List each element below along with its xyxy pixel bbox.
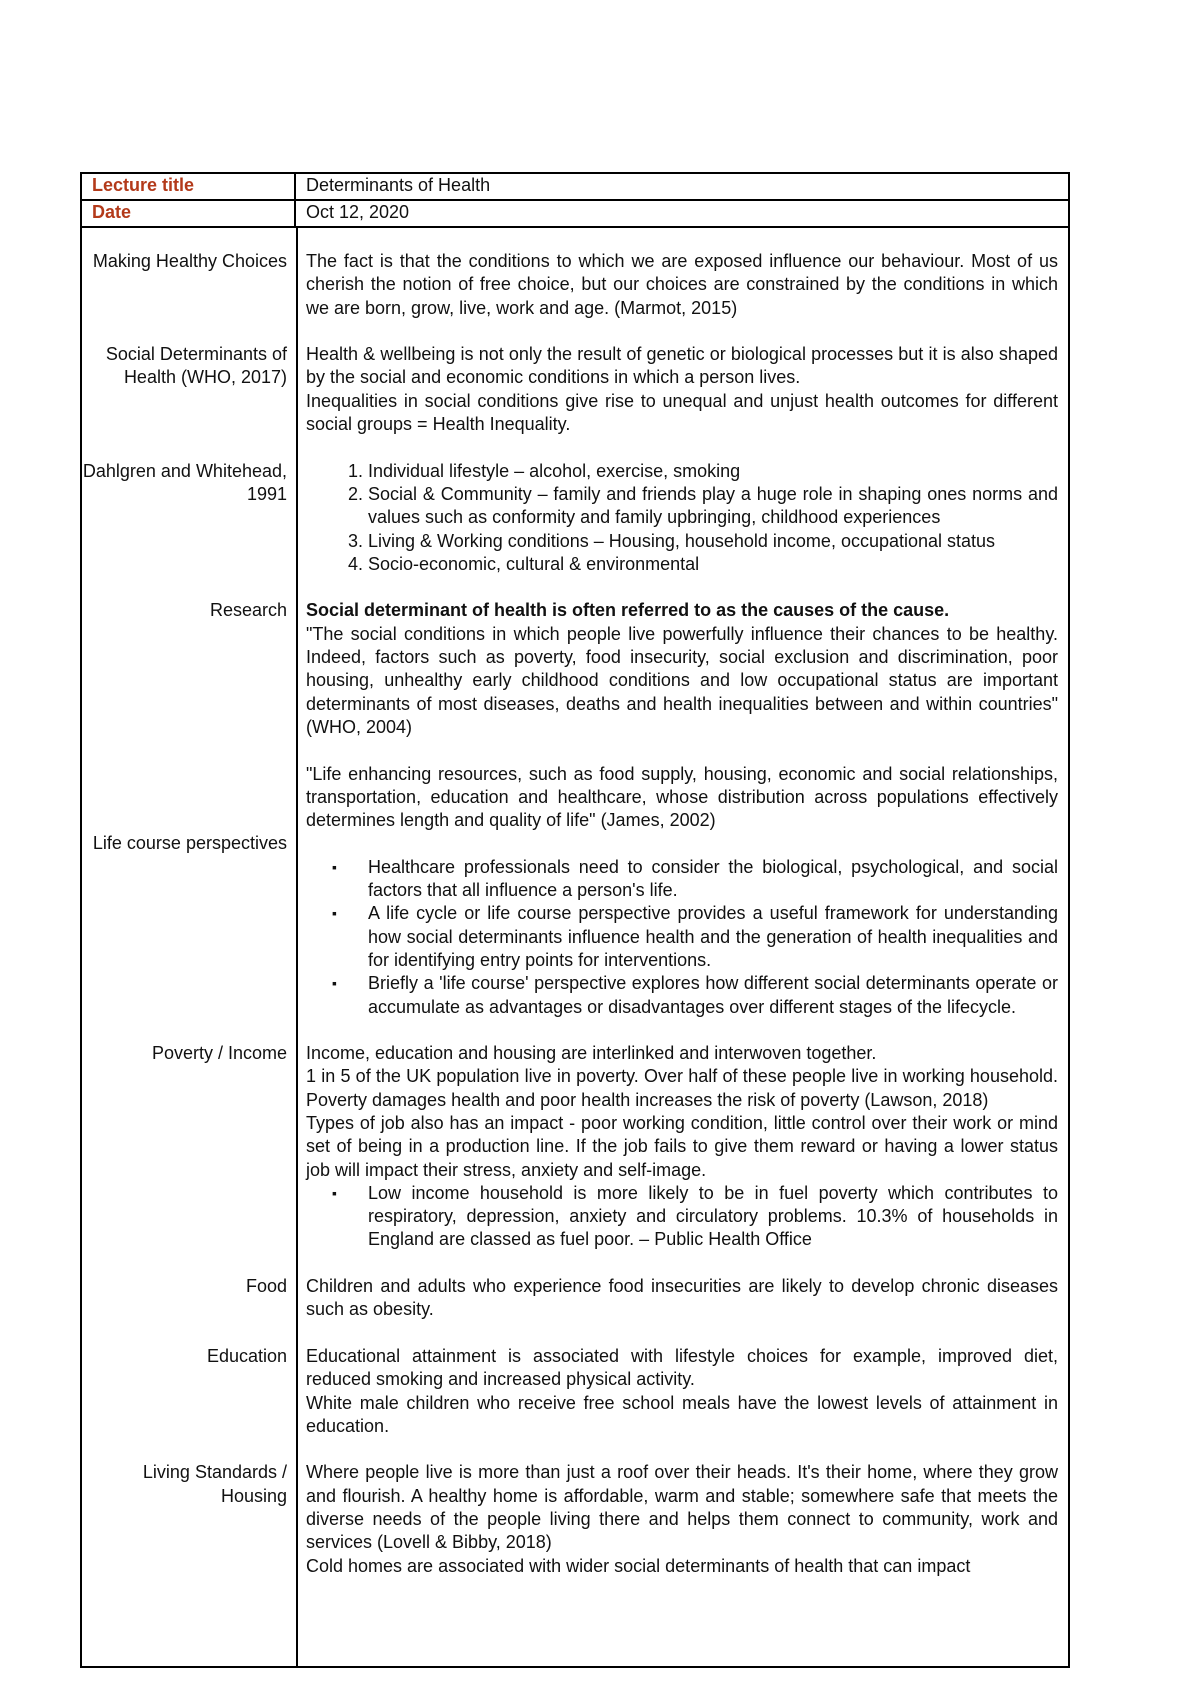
section-text: The fact is that the conditions to which we are exposed influence our behaviour. Most of us cherish the notion of free choice, but our choices are constrained by the conditions in which we are born, grow, live, work and age. (Marmot, 2015) [306, 251, 1058, 318]
list-item: ▪ Healthcare professionals need to consider the biological, psychological, and social factors that all influence a person's life. [368, 856, 1058, 903]
section-label: Dahlgren and Whitehead, 1991 [82, 460, 287, 504]
bullet-list [296, 1182, 1058, 1252]
section-label: Research [209, 600, 287, 621]
section-text: Cold homes are associated with wider social determinants of health that can impact [306, 1555, 971, 1576]
section-social-determinants [82, 343, 1068, 436]
section-label: Food [245, 1276, 287, 1297]
section-bold-text: Social determinant of health is often referred to as the causes of the cause. [306, 600, 950, 621]
list-item: 1. Individual lifestyle – alcohol, exercise, smoking [368, 460, 1058, 483]
list-item: ▪ Low income household is more likely to be in fuel poverty which contributes to respiratory, depression, anxiety and circulatory problems. 10.3% of households in England are classed as fuel poor. – Public Health Office [368, 1182, 1058, 1252]
section-research [82, 599, 1068, 832]
date-row [82, 201, 1068, 228]
section-label: Education [206, 1345, 287, 1366]
list-item: ▪ Briefly a 'life course' perspective explores how different social determinants operate or accumulate as advantages or disadvantages over different stages of the lifecycle. [368, 972, 1058, 1019]
section-poverty-income [82, 1042, 1068, 1252]
section-living-standards [82, 1461, 1068, 1577]
section-text: Children and adults who experience food insecurities are likely to develop chronic diseases such as obesity. [306, 1276, 1058, 1320]
numbered-list [296, 460, 1058, 576]
date-value: Oct 12, 2020 [306, 202, 410, 222]
section-text: "Life enhancing resources, such as food supply, housing, economic and social relationships, transportation, education and healthcare, whose distribution across populations effectively determines length and quality of life" (James, 2002) [306, 763, 1058, 831]
lecture-title-value: Determinants of Health [306, 175, 491, 195]
section-text: Health & wellbeing is not only the result of genetic or biological processes but it is also shaped by the social and economic conditions in which a person lives. [306, 344, 1058, 388]
column-divider [296, 228, 298, 1668]
bullet-list [296, 856, 1058, 1019]
section-label: Living Standards / Housing [142, 1462, 287, 1506]
section-making-healthy-choices [82, 250, 1068, 320]
lecture-notes-table [80, 172, 1070, 1668]
list-item: ▪ A life cycle or life course perspective provides a useful framework for understanding how social determinants influence health and the generation of health inequalities and for identifying entry points for interventions. [368, 902, 1058, 972]
section-dahlgren-whitehead [82, 460, 1068, 576]
lecture-title-row [82, 174, 1068, 201]
notes-body [82, 228, 1068, 1668]
section-text: Income, education and housing are interlinked and interwoven together. [306, 1043, 877, 1064]
list-item: 2. Social & Community – family and friends play a huge role in shaping ones norms and values such as conformity and family upbringing, childhood experiences [368, 483, 1058, 530]
section-text: Types of job also has an impact - poor working condition, little control over their work or mind set of being in a production line. If the job fails to give them reward or having a lower status job will impact their stress, anxiety and self-image. [306, 1112, 1058, 1180]
section-label: Life course perspectives [92, 833, 287, 854]
section-text: 1 in 5 of the UK population live in poverty. Over half of these people live in working household. Poverty damages health and poor health increases the risk of poverty (Lawson, 2018) [306, 1066, 1058, 1110]
section-label: Making Healthy Choices [92, 251, 287, 271]
section-label: Poverty / Income [151, 1043, 287, 1064]
section-education [82, 1345, 1068, 1438]
date-label: Date [82, 201, 296, 226]
section-food [82, 1275, 1068, 1322]
section-label: Social Determinants of Health (WHO, 2017) [105, 344, 287, 388]
section-text: Educational attainment is associated with lifestyle choices for example, improved diet, reduced smoking and increased physical activity. [306, 1345, 1058, 1390]
section-text: "The social conditions in which people live powerfully influence their chances to be healthy. Indeed, factors such as poverty, food insecurity, social exclusion and discrimination, poor housing, unhealthy early childhood conditions and low occupational status are important determinants of most diseases, deaths and health inequalities between and within countries" (WHO, 2004) [306, 623, 1058, 737]
section-life-course [82, 832, 1068, 1018]
section-text: Inequalities in social conditions give rise to unequal and unjust health outcomes for different social groups = Health Inequality. [306, 390, 1058, 435]
section-text: White male children who receive free school meals have the lowest levels of attainment in education. [306, 1392, 1058, 1436]
lecture-title-label: Lecture title [82, 174, 296, 199]
list-item: 3. Living & Working conditions – Housing, household income, occupational status [368, 530, 1058, 553]
section-text: Where people live is more than just a roof over their heads. It's their home, where they grow and flourish. A healthy home is affordable, warm and stable; somewhere safe that meets the diverse needs of the people living there and helps them connect to community, work and services (Lovell & Bibby, 2018) [306, 1462, 1058, 1553]
list-item: 4. Socio-economic, cultural & environmental [368, 553, 1058, 576]
